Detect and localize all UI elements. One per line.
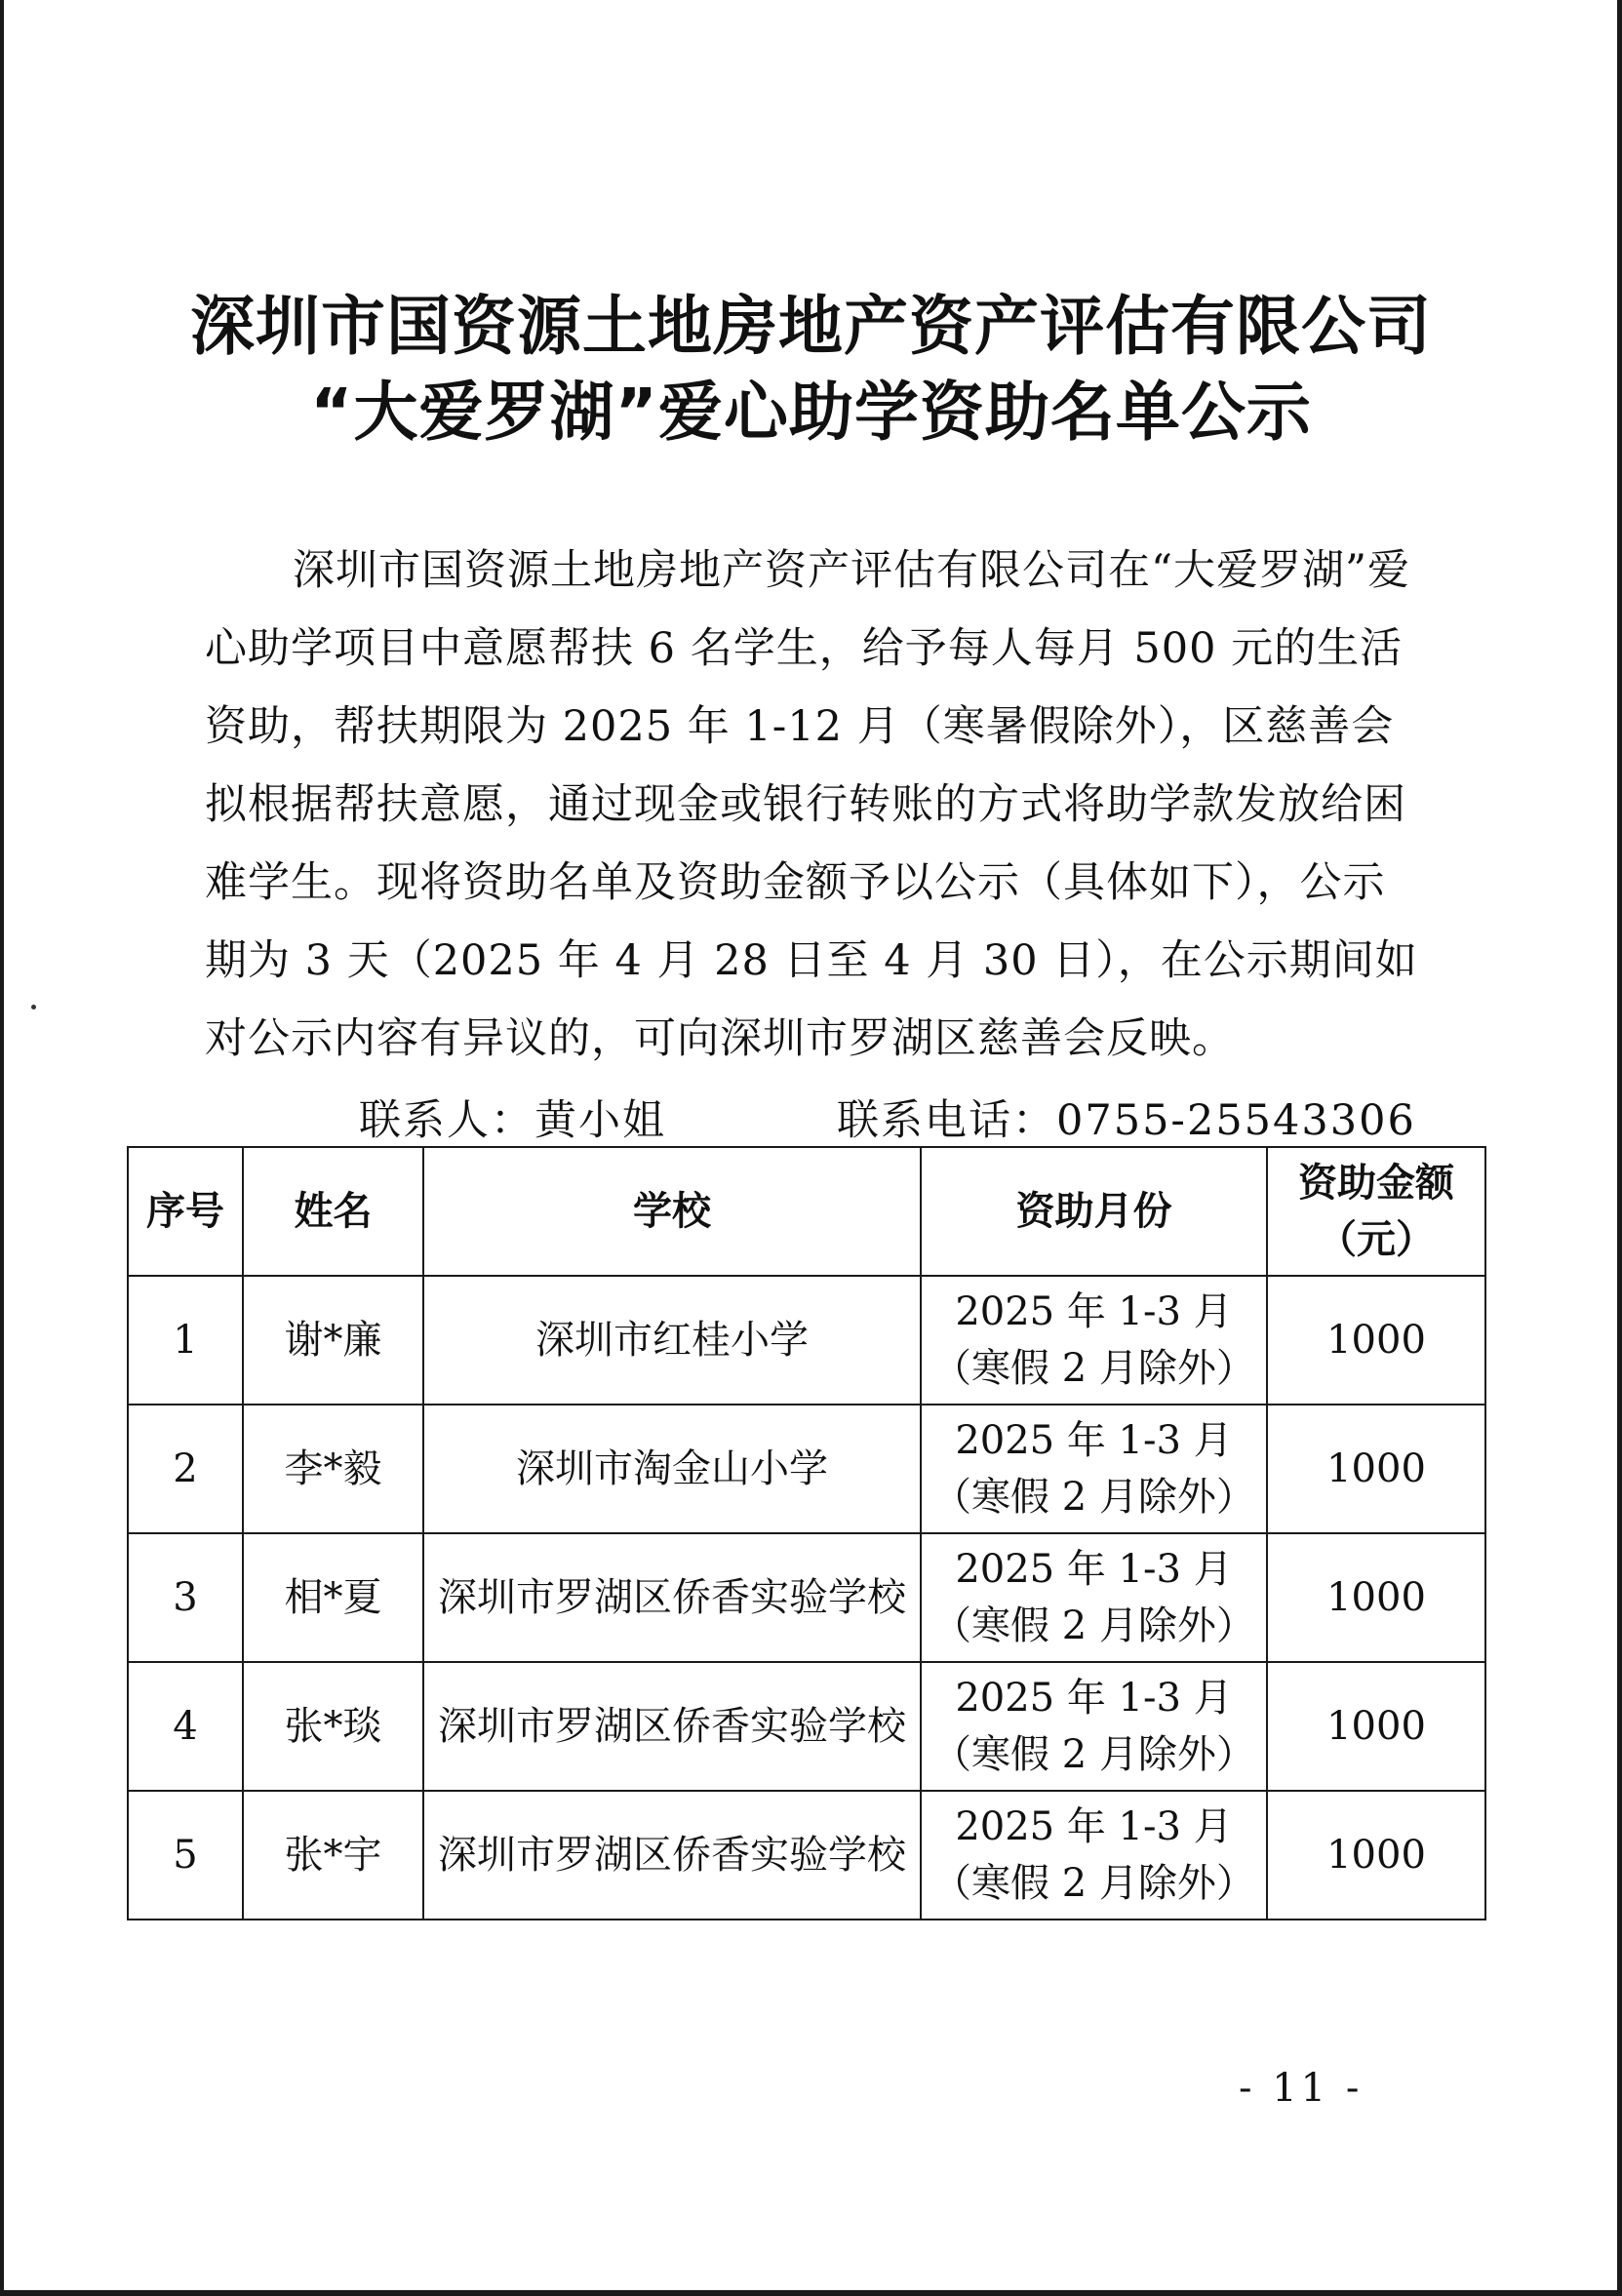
contact-person: 联系人：黄小姐 (359, 1096, 666, 1145)
header-no: 序号 (128, 1147, 243, 1276)
cell-month-note: （寒假 2 月除外） (932, 1861, 1255, 1906)
announcement-paragraph: 深圳市国资源土地房地产资产评估有限公司在“大爱罗湖”爱心助学项目中意愿帮扶 6 名学生，给予每人每月 500 元的生活资助，帮扶期限为 2025 年 1-12 月（寒暑假除外），区慈善会拟根据帮扶意愿，通过现金或银行转账的方式将助学款发放给困难学生。现将资助名单及资助金额予以公示（具体如下），公示期为 3 天（2025 年 4 月 28 日至 4 月 30 日），在公示期间如对公示内容有异议的，可向深圳市罗湖区慈善会反映。 (205, 546, 1418, 1063)
cell-name: 张*宇 (243, 1791, 423, 1920)
header-name: 姓名 (243, 1147, 423, 1276)
cell-month-range: 2025 年 1-3 月 (955, 1289, 1233, 1334)
cell-month-range: 2025 年 1-3 月 (955, 1804, 1233, 1849)
cell-school: 深圳市罗湖区侨香实验学校 (423, 1662, 921, 1791)
cell-month-note: （寒假 2 月除外） (932, 1732, 1255, 1777)
table-row (128, 1662, 1485, 1791)
header-month: 资助月份 (921, 1147, 1267, 1276)
cell-name: 相*夏 (243, 1533, 423, 1662)
cell-amount: 1000 (1267, 1791, 1485, 1920)
cell-month (921, 1405, 1267, 1533)
cell-school: 深圳市罗湖区侨香实验学校 (423, 1791, 921, 1920)
cell-month-note: （寒假 2 月除外） (932, 1603, 1255, 1648)
cell-name: 谢*廉 (243, 1276, 423, 1405)
table-row (128, 1533, 1485, 1662)
cell-no: 5 (128, 1791, 243, 1920)
cell-amount: 1000 (1267, 1533, 1485, 1662)
cell-month-range: 2025 年 1-3 月 (955, 1676, 1233, 1721)
cell-month (921, 1276, 1267, 1405)
header-school: 学校 (423, 1147, 921, 1276)
recipient-table (127, 1146, 1486, 1920)
document-title-line-1: 深圳市国资源土地房地产资产评估有限公司 (190, 289, 1432, 364)
table-row (128, 1276, 1485, 1405)
cell-name: 张*琰 (243, 1662, 423, 1791)
cell-no: 3 (128, 1533, 243, 1662)
contact-phone: 联系电话：0755-25543306 (837, 1096, 1416, 1145)
announcement-body (205, 532, 1424, 1078)
cell-no: 4 (128, 1662, 243, 1791)
page-number: - 11 - (1239, 2066, 1364, 2111)
table-header-row (128, 1147, 1485, 1276)
cell-amount: 1000 (1267, 1405, 1485, 1533)
cell-amount: 1000 (1267, 1276, 1485, 1405)
cell-amount: 1000 (1267, 1662, 1485, 1791)
document-title-line-2: “大爱罗湖”爱心助学资助名单公示 (310, 375, 1312, 450)
cell-no: 1 (128, 1276, 243, 1405)
cell-month-range: 2025 年 1-3 月 (955, 1418, 1233, 1463)
table-row (128, 1405, 1485, 1533)
cell-name: 李*毅 (243, 1405, 423, 1533)
cell-school: 深圳市红桂小学 (423, 1276, 921, 1405)
cell-month (921, 1791, 1267, 1920)
table-row (128, 1791, 1485, 1920)
cell-month-note: （寒假 2 月除外） (932, 1475, 1255, 1520)
cell-month-note: （寒假 2 月除外） (932, 1346, 1255, 1391)
cell-no: 2 (128, 1405, 243, 1533)
cell-month (921, 1533, 1267, 1662)
cell-month-range: 2025 年 1-3 月 (955, 1547, 1233, 1592)
header-amount: 资助金额（元） (1267, 1147, 1485, 1276)
cell-school: 深圳市淘金山小学 (423, 1405, 921, 1533)
cell-school: 深圳市罗湖区侨香实验学校 (423, 1533, 921, 1662)
scan-speck (31, 1005, 36, 1009)
scan-border-bottom (0, 2290, 1622, 2296)
cell-month (921, 1662, 1267, 1791)
